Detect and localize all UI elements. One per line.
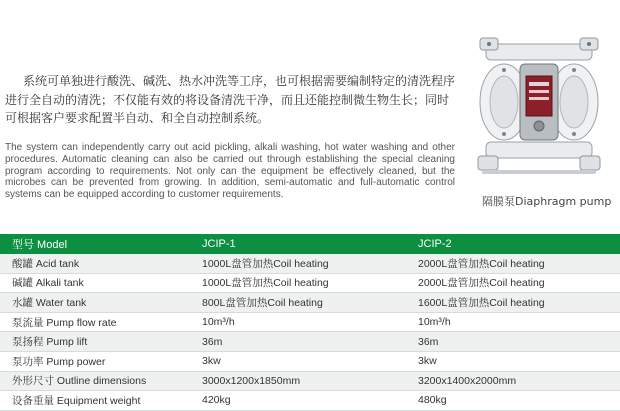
intro-english-paragraph: The system can independently carry out acid pickling, alkali washing, hot water washing and other procedures. Automatic cleaning can also be carried out through establishing the special cleaning program according to requirements. Not only can the equipment be effectively cleaned, but the microbes can be prevented from growing. In addition, semi-automatic and full-automatic control systems can be equipped according to customer requirements. [5, 142, 455, 201]
spec-table [0, 234, 620, 411]
table-row [0, 351, 620, 371]
cell-jcip-1: 800L盘管加热Coil heating [196, 293, 408, 313]
row-label: 外形尺寸 Outline dimensions [0, 371, 196, 391]
header-jcip-2: JCIP-2 [408, 234, 620, 254]
intro-chinese-paragraph: 系统可单独进行酸洗、碱洗、热水冲洗等工序，也可根据需要编制特定的清洗程序进行全自动的清洗；不仅能有效的将设备清洗干净，而且还能控制微生物生长；同时可根据客户要求配置半自动、和全自动控制系统。 [5, 74, 456, 125]
table-row [0, 371, 620, 391]
table-row [0, 312, 620, 332]
row-label: 碱罐 Alkali tank [0, 273, 196, 293]
table-row [0, 391, 620, 411]
cell-jcip-2: 2000L盘管加热Coil heating [408, 254, 620, 273]
cell-jcip-1: 36m [196, 332, 408, 352]
pump-caption: 隔膜泵Diaphragm pump [482, 195, 612, 208]
cell-jcip-1: 1000L盘管加热Coil heating [196, 273, 408, 293]
row-label: 泵流量 Pump flow rate [0, 312, 196, 332]
table-row [0, 273, 620, 293]
row-label: 泵功率 Pump power [0, 351, 196, 371]
header-jcip-1: JCIP-1 [196, 234, 408, 254]
cell-jcip-2: 3200x1400x2000mm [408, 371, 620, 391]
row-label: 酸罐 Acid tank [0, 254, 196, 273]
cell-jcip-2: 1600L盘管加热Coil heating [408, 293, 620, 313]
cell-jcip-2: 10m³/h [408, 312, 620, 332]
header-model: 型号 Model [0, 234, 196, 254]
cell-jcip-2: 2000L盘管加热Coil heating [408, 273, 620, 293]
row-label: 泵扬程 Pump lift [0, 332, 196, 352]
cell-jcip-1: 420kg [196, 391, 408, 411]
table-row [0, 254, 620, 273]
table-row [0, 332, 620, 352]
diaphragm-pump-image [474, 30, 604, 180]
cell-jcip-1: 3kw [196, 351, 408, 371]
cell-jcip-1: 10m³/h [196, 312, 408, 332]
cell-jcip-1: 3000x1200x1850mm [196, 371, 408, 391]
cell-jcip-2: 3kw [408, 351, 620, 371]
cell-jcip-2: 36m [408, 332, 620, 352]
row-label: 设备重量 Equipment weight [0, 391, 196, 411]
cell-jcip-2: 480kg [408, 391, 620, 411]
row-label: 水罐 Water tank [0, 293, 196, 313]
cell-jcip-1: 1000L盘管加热Coil heating [196, 254, 408, 273]
table-row [0, 293, 620, 313]
table-header-row [0, 234, 620, 254]
